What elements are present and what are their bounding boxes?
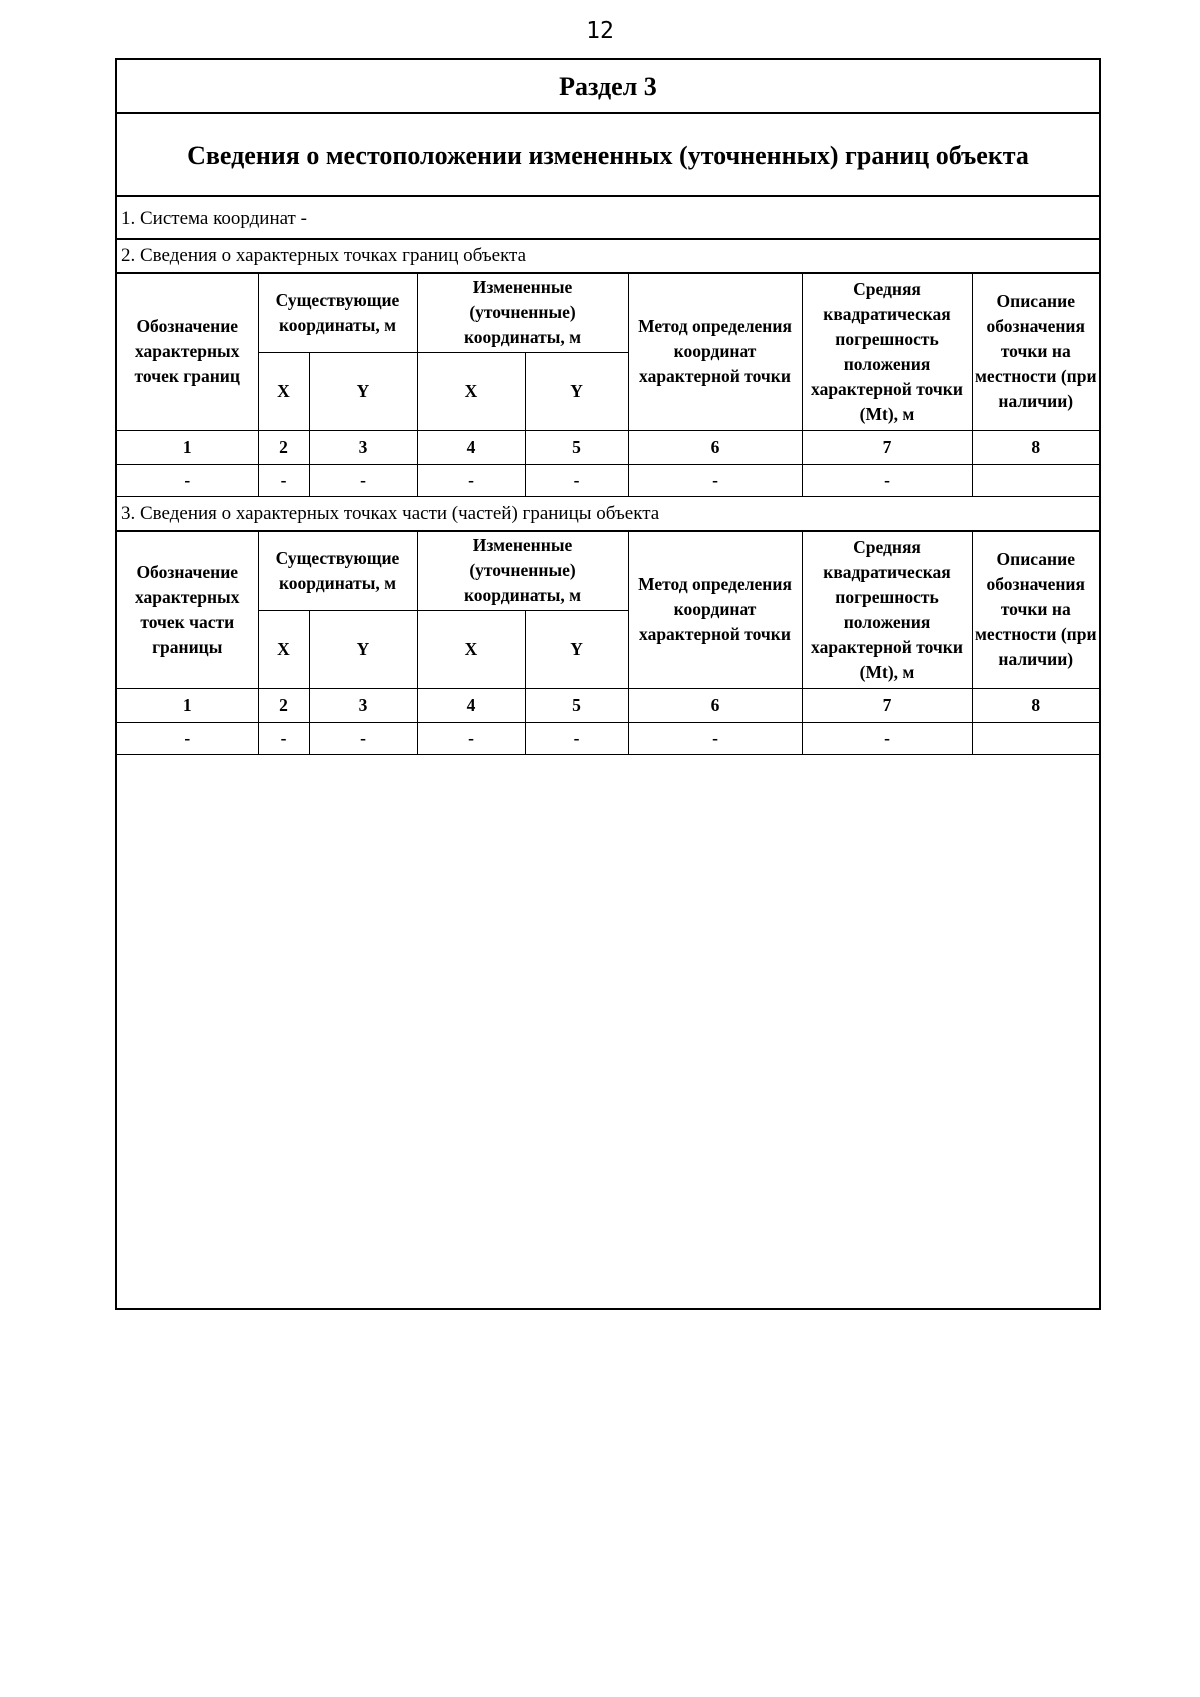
header-existing-y: Y	[309, 610, 417, 688]
column-number: 5	[525, 688, 628, 722]
table-cell: -	[117, 722, 258, 754]
header-changed-y: Y	[525, 610, 628, 688]
table-cell: -	[525, 722, 628, 754]
column-number: 7	[802, 430, 972, 464]
header-changed-coordinates: Измененные (уточненные) координаты, м	[417, 274, 628, 352]
table-cell: -	[628, 464, 802, 496]
column-number: 2	[258, 688, 309, 722]
table-cell: -	[258, 464, 309, 496]
column-number: 1	[117, 430, 258, 464]
table-cell: -	[417, 464, 525, 496]
header-point-designation: Обозначение характерных точек части границы	[117, 532, 258, 688]
header-method: Метод определения координат характерной точки	[628, 532, 802, 688]
table-cell: -	[802, 722, 972, 754]
column-number: 8	[972, 688, 1099, 722]
column-number: 6	[628, 688, 802, 722]
page-number: 12	[586, 18, 614, 44]
column-number: 4	[417, 430, 525, 464]
header-method: Метод определения координат характерной точки	[628, 274, 802, 430]
header-mean-square-error: Средняя квадратическая погрешность положения характерной точки (Mt), м	[802, 274, 972, 430]
header-point-description: Описание обозначения точки на местности (при наличии)	[972, 274, 1099, 430]
table-cell	[972, 464, 1099, 496]
header-changed-x: X	[417, 610, 525, 688]
header-changed-coordinates: Измененные (уточненные) координаты, м	[417, 532, 628, 610]
page-title: Сведения о местоположении измененных (уточненных) границ объекта	[117, 114, 1099, 197]
header-existing-x: X	[258, 352, 309, 430]
header-existing-y: Y	[309, 352, 417, 430]
table-cell: -	[628, 722, 802, 754]
column-number: 7	[802, 688, 972, 722]
section2-caption: 2. Сведения о характерных точках границ объекта	[117, 240, 1099, 274]
column-number: 2	[258, 430, 309, 464]
table-cell: -	[117, 464, 258, 496]
table-cell: -	[525, 464, 628, 496]
section3-caption: 3. Сведения о характерных точках части (частей) границы объекта	[117, 498, 1099, 532]
coordinate-system-line: 1. Система координат -	[117, 197, 1099, 240]
boundary-points-table	[117, 274, 1099, 497]
column-number: 8	[972, 430, 1099, 464]
boundary-part-points-table	[117, 532, 1099, 755]
table-cell: -	[417, 722, 525, 754]
table-cell: -	[309, 722, 417, 754]
column-number: 6	[628, 430, 802, 464]
column-number: 5	[525, 430, 628, 464]
document-frame	[115, 58, 1101, 1310]
column-number: 3	[309, 688, 417, 722]
header-existing-x: X	[258, 610, 309, 688]
column-number: 1	[117, 688, 258, 722]
table-cell: -	[258, 722, 309, 754]
header-changed-y: Y	[525, 352, 628, 430]
header-existing-coordinates: Существующие координаты, м	[258, 274, 417, 352]
header-point-description: Описание обозначения точки на местности (при наличии)	[972, 532, 1099, 688]
header-mean-square-error: Средняя квадратическая погрешность положения характерной точки (Mt), м	[802, 532, 972, 688]
section-label: Раздел 3	[117, 60, 1099, 114]
column-number: 3	[309, 430, 417, 464]
table-cell	[972, 722, 1099, 754]
column-number: 4	[417, 688, 525, 722]
header-point-designation: Обозначение характерных точек границ	[117, 274, 258, 430]
table-cell: -	[802, 464, 972, 496]
table-cell: -	[309, 464, 417, 496]
header-existing-coordinates: Существующие координаты, м	[258, 532, 417, 610]
header-changed-x: X	[417, 352, 525, 430]
